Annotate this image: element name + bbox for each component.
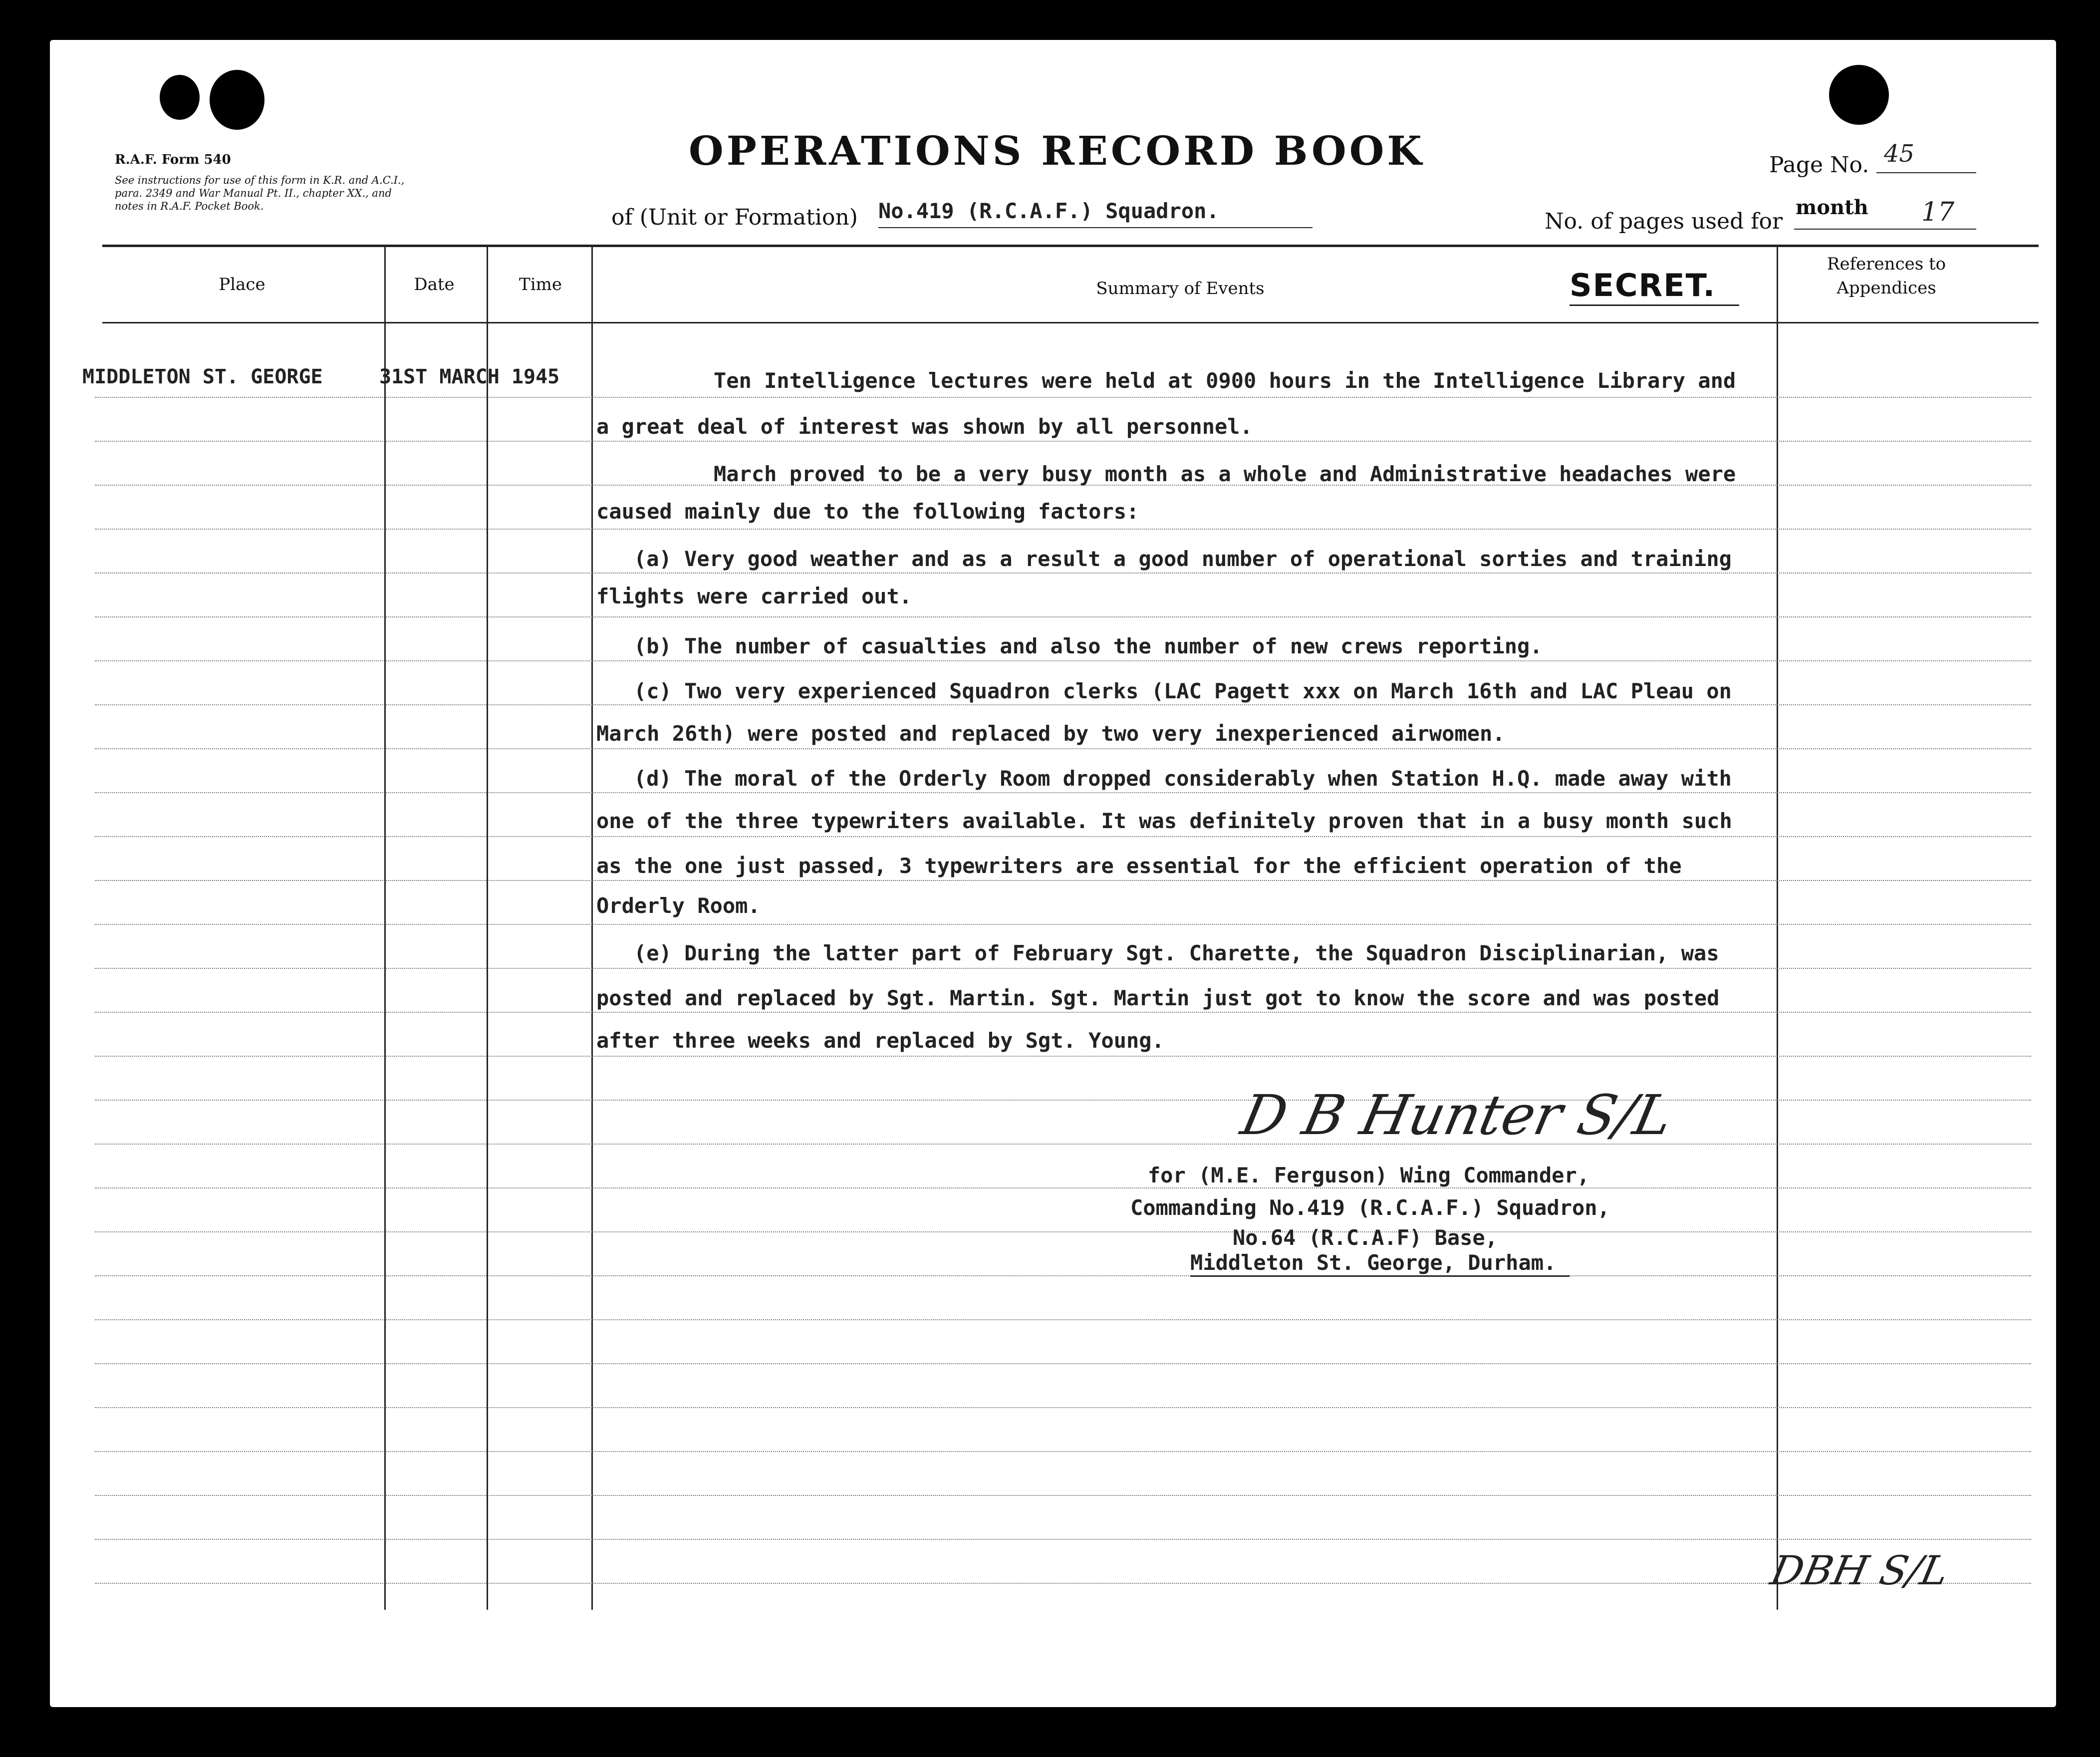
signature-underline	[1190, 1275, 1570, 1277]
ruled-line	[95, 836, 2031, 837]
summary-line: posted and replaced by Sgt. Martin. Sgt. Martin just got to know the score and was posted	[596, 986, 1720, 1010]
summary-line: Orderly Room.	[596, 893, 761, 918]
ruled-line	[95, 1187, 2031, 1188]
punch-hole-small	[160, 75, 200, 120]
ruled-line	[95, 1319, 2031, 1320]
signature-line: Commanding No.419 (R.C.A.F.) Squadron,	[1130, 1195, 1610, 1220]
column-divider-4	[1777, 247, 1778, 1610]
summary-line: (d) The moral of the Orderly Room dropped considerably when Station H.Q. made away with	[634, 766, 1732, 791]
column-date: Date	[414, 275, 455, 294]
summary-line: (a) Very good weather and as a result a good number of operational sorties and training	[634, 547, 1732, 571]
column-summary: Summary of Events	[1096, 279, 1265, 298]
pages-used-period: month	[1796, 196, 1868, 219]
ruled-line	[95, 880, 2031, 881]
summary-line: (c) Two very experienced Squadron clerks (LAC Pagett xxx on March 16th and LAC Pleau on	[634, 679, 1732, 703]
punch-hole-right	[1829, 65, 1889, 125]
signature-line: No.64 (R.C.A.F) Base,	[1233, 1225, 1498, 1250]
summary-line: March 26th) were posted and replaced by two very inexperienced airwomen.	[596, 721, 1505, 746]
table-top-border	[102, 245, 2039, 247]
summary-line: one of the three typewriters available. It was definitely proven that in a busy month such	[596, 809, 1732, 833]
column-references: References to Appendices	[1827, 254, 1946, 298]
handwritten-signature: D B Hunter S/L	[1236, 1083, 1678, 1147]
page-number-underline	[1876, 172, 1976, 173]
pages-used-underline	[1794, 229, 1976, 230]
summary-line: a great deal of interest was shown by all personnel.	[596, 414, 1253, 439]
ruled-line	[95, 1363, 2031, 1364]
ruled-line	[95, 1495, 2031, 1496]
ruled-line	[95, 1012, 2031, 1013]
column-divider-2	[487, 247, 488, 1610]
summary-line: caused mainly due to the following factors:	[596, 499, 1139, 524]
initials: DBH S/L	[1767, 1547, 1953, 1594]
summary-line: Ten Intelligence lectures were held at 0900 hours in the Intelligence Library and	[714, 368, 1736, 393]
classification-stamp: SECRET.	[1570, 267, 1716, 303]
summary-line: flights were carried out.	[596, 584, 912, 608]
ruled-line	[95, 1275, 2031, 1276]
signature-line: Middleton St. George, Durham.	[1190, 1250, 1557, 1275]
summary-line: as the one just passed, 3 typewriters are essential for the efficient operation of the	[596, 854, 1682, 878]
ruled-line	[95, 748, 2031, 749]
page-number-value: 45	[1884, 140, 1915, 168]
column-divider-3	[591, 247, 593, 1610]
punch-hole-left	[210, 70, 264, 130]
ruled-line	[95, 968, 2031, 969]
ruled-line	[95, 1583, 2031, 1584]
form-instructions: See instructions for use of this form in K.R. and A.C.I., para. 2349 and War Manual Pt. II., chapter XX., and notes in R.A.F. Pocket Book.	[115, 174, 405, 212]
column-place: Place	[219, 275, 265, 294]
ruled-line	[95, 397, 2031, 398]
signature-line: for (M.E. Ferguson) Wing Commander,	[1148, 1163, 1590, 1187]
page-title: OPERATIONS RECORD BOOK	[689, 127, 1425, 174]
pages-used-value: 17	[1921, 197, 1955, 227]
ruled-line	[95, 1451, 2031, 1452]
ruled-line	[95, 573, 2031, 574]
ruled-line	[95, 924, 2031, 925]
summary-line: March proved to be a very busy month as a whole and Administrative headaches were	[714, 462, 1736, 486]
unit-value: No.419 (R.C.A.F.) Squadron.	[878, 199, 1219, 223]
summary-line: (e) During the latter part of February Sgt. Charette, the Squadron Disciplinarian, was	[634, 941, 1719, 965]
ruled-line	[95, 660, 2031, 661]
ruled-line	[95, 1100, 2031, 1101]
form-number: R.A.F. Form 540	[115, 152, 231, 167]
ruled-line	[95, 529, 2031, 530]
ruled-line	[95, 1144, 2031, 1145]
ruled-line	[95, 1407, 2031, 1408]
pages-used-label: No. of pages used for	[1545, 209, 1783, 234]
entry-place: MIDDLETON ST. GEORGE	[82, 365, 323, 388]
page-number-label: Page No.	[1769, 152, 1869, 178]
header-bottom-border	[102, 322, 2039, 323]
classification-underline	[1570, 304, 1739, 306]
summary-line: (b) The number of casualties and also the number of new crews reporting.	[634, 634, 1543, 658]
ruled-line	[95, 441, 2031, 442]
unit-underline	[878, 227, 1312, 228]
unit-label: of (Unit or Formation)	[611, 205, 858, 230]
summary-line: after three weeks and replaced by Sgt. Young.	[596, 1028, 1164, 1053]
column-time: Time	[519, 275, 562, 294]
ruled-line	[95, 704, 2031, 705]
ruled-line	[95, 792, 2031, 793]
ruled-line	[95, 1056, 2031, 1057]
ruled-line	[95, 1539, 2031, 1540]
entry-date: 31ST MARCH 1945	[379, 365, 560, 388]
ruled-line	[95, 616, 2031, 617]
ruled-line	[95, 1231, 2031, 1232]
column-divider-1	[384, 247, 386, 1610]
